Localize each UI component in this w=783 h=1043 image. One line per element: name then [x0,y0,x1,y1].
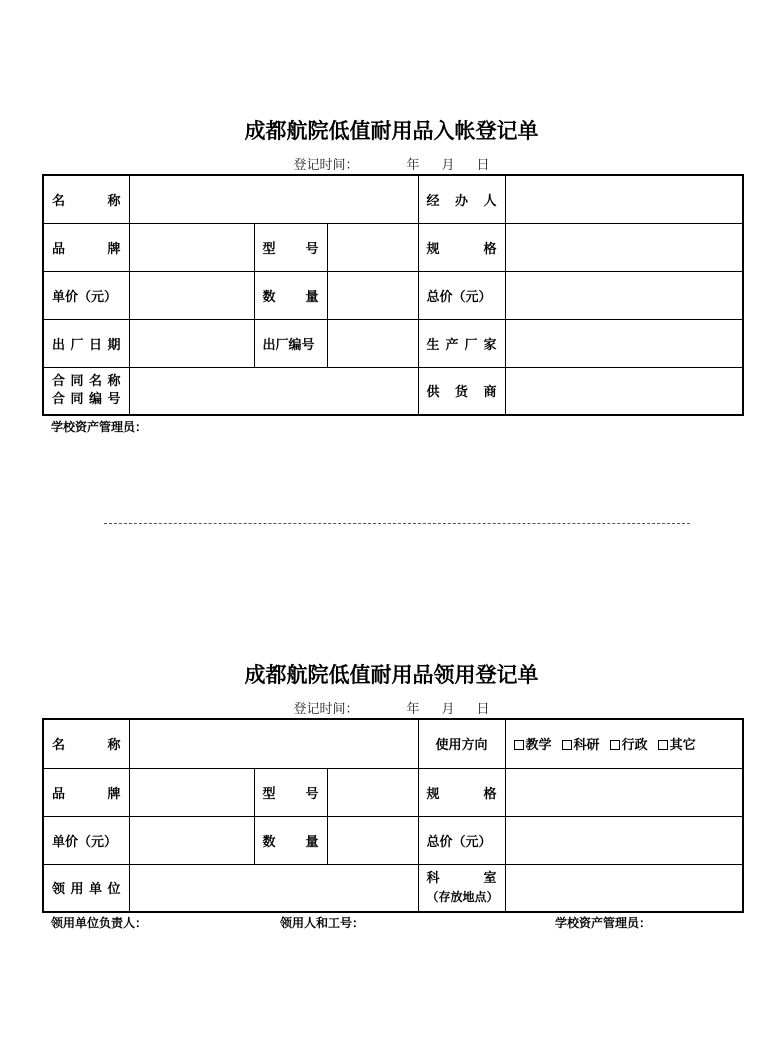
label-room: 科 室 [426,871,497,887]
checkbox-icon[interactable] [610,740,620,750]
form1-register-time [0,154,783,173]
value-handler[interactable] [505,175,743,223]
value-total-price-2[interactable] [505,816,743,864]
form1-year: 年 [406,158,420,173]
value-brand-2[interactable] [129,768,254,816]
value-contract[interactable] [129,367,418,415]
label-quantity: 数 量 [262,289,319,305]
form2-table [42,718,744,913]
label-handler: 经 办 人 [426,193,497,209]
label-room-note: （存放地点） [426,890,499,905]
form1-table [42,174,744,416]
label-usage: 使用方向 [418,719,505,768]
value-spec[interactable] [505,223,743,271]
value-room[interactable] [505,864,743,912]
label-name-2: 名 称 [52,738,121,754]
label-total-price: 总价（元） [418,271,505,319]
usage-option-other[interactable]: 其它 [658,734,696,753]
label-manufacture-date: 出 厂 日 期 [52,337,121,353]
usage-option-teaching[interactable]: 教学 [514,734,552,753]
usage-options [505,719,743,768]
value-model[interactable] [327,223,418,271]
form2-footer-dept-head: 领用单位负责人： [51,916,148,930]
checkbox-icon[interactable] [658,740,668,750]
label-contract-no: 合 同 编 号 [52,391,121,407]
value-manufacture-date[interactable] [129,319,254,367]
label-serial-no: 出厂编号 [254,319,327,367]
label-model-2: 型 号 [262,786,319,802]
label-spec-2: 规 格 [426,786,497,802]
label-brand: 品 牌 [52,241,121,257]
value-total-price[interactable] [505,271,743,319]
value-quantity[interactable] [327,271,418,319]
value-serial-no[interactable] [327,319,418,367]
value-model-2[interactable] [327,768,418,816]
value-spec-2[interactable] [505,768,743,816]
label-supplier: 供 货 商 [426,385,497,401]
usage-option-admin[interactable]: 行政 [610,734,648,753]
label-brand-2: 品 牌 [52,786,121,802]
form1-register-label: 登记时间： [293,158,359,173]
form2-year: 年 [406,702,420,717]
value-quantity-2[interactable] [327,816,418,864]
label-unit-price-2: 单价（元） [43,816,129,864]
form1-footer-asset-manager: 学校资产管理员： [51,420,148,434]
form1-day: 日 [476,158,490,173]
form2-footer-asset-manager: 学校资产管理员： [555,916,652,930]
value-name-2[interactable] [129,719,418,768]
label-contract-name: 合 同 名 称 [52,373,121,389]
value-unit-price-2[interactable] [129,816,254,864]
usage-option-research[interactable]: 科研 [562,734,600,753]
label-model: 型 号 [262,241,319,257]
value-manufacturer[interactable] [505,319,743,367]
cut-line [104,523,690,524]
label-spec: 规 格 [426,241,497,257]
form2-register-label: 登记时间： [293,702,359,717]
form2-register-time [0,698,783,717]
value-name[interactable] [129,175,418,223]
form2-month: 月 [441,702,455,717]
value-supplier[interactable] [505,367,743,415]
form2-footer-receiver: 领用人和工号： [280,916,365,930]
checkbox-icon[interactable] [562,740,572,750]
label-quantity-2: 数 量 [262,834,319,850]
value-brand[interactable] [129,223,254,271]
form2-day: 日 [476,702,490,717]
checkbox-icon[interactable] [514,740,524,750]
label-dept: 领 用 单 位 [52,882,121,898]
label-total-price-2: 总价（元） [418,816,505,864]
form1-month: 月 [441,158,455,173]
label-manufacturer: 生 产 厂 家 [426,337,497,353]
label-unit-price: 单价（元） [43,271,129,319]
form1-title: 成都航院低值耐用品入帐登记单 [244,118,539,143]
value-unit-price[interactable] [129,271,254,319]
value-dept[interactable] [129,864,418,912]
form2-title: 成都航院低值耐用品领用登记单 [244,662,539,687]
label-name: 名 称 [52,193,121,209]
